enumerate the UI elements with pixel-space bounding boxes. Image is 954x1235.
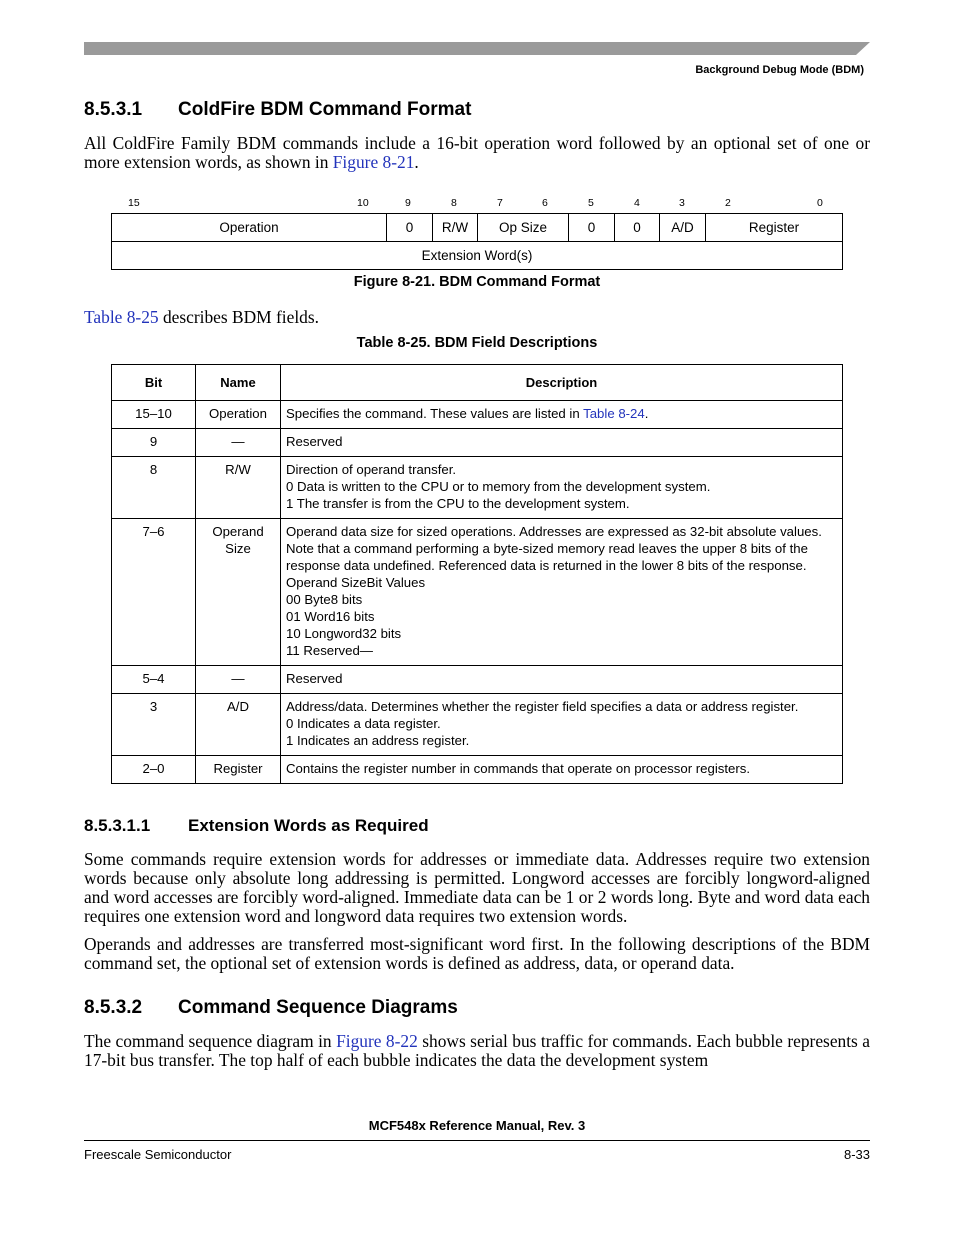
cell-bit: 15–10	[112, 401, 196, 429]
table-row	[112, 429, 843, 457]
description-line: Operand data size for sized operations. Addresses are expressed as 32-bit absolute values. Note that a command performing a byte-sized memory read leaves the upper 8 bits of the response data undefined. Referenced data is returned in the lower 8 bits of the response.	[286, 524, 822, 573]
cell-bit: 5–4	[112, 666, 196, 694]
intro-paragraph	[84, 134, 870, 172]
cell-bit: 7–6	[112, 519, 196, 666]
section-title: Extension Words as Required	[188, 816, 429, 835]
section-title: ColdFire BDM Command Format	[178, 99, 472, 120]
table-row	[112, 519, 843, 666]
cell-bit: 9	[112, 429, 196, 457]
bit-label: 0	[817, 197, 823, 209]
bdm-command-format-diagram	[111, 213, 843, 270]
description-line: 01 Word16 bits	[286, 609, 375, 624]
field-bit4: 0	[615, 214, 660, 242]
cell-name	[196, 519, 281, 666]
table-intro-paragraph	[84, 308, 870, 327]
description-line: 1 The transfer is from the CPU to the development system.	[286, 496, 630, 511]
description-line: 11 Reserved—	[286, 643, 373, 658]
table-row	[112, 756, 843, 784]
section-heading-command-sequence	[84, 997, 458, 1019]
cell-name: R/W	[196, 457, 281, 519]
description-line: Address/data. Determines whether the register field specifies a data or address register.	[286, 699, 799, 714]
section-number: 8.5.3.1	[84, 99, 143, 120]
bit-label: 2	[725, 197, 731, 209]
field-bit9: 0	[387, 214, 433, 242]
footer-page-number: 8-33	[843, 1147, 870, 1162]
command-sequence-text-end: shows serial bus traffic for commands. Each bubble represents a 17-bit bus transfer. The top half of each bubble indicates the data the development system	[84, 1031, 870, 1070]
cell-description: Contains the register number in commands that operate on processor registers.	[281, 756, 843, 784]
description-line: 0 Data is written to the CPU or to memory from the development system.	[286, 479, 711, 494]
bit-label: 6	[542, 197, 548, 209]
cell-description: Reserved	[281, 429, 843, 457]
figure-8-22-link[interactable]: Figure 8-22	[336, 1031, 418, 1051]
command-sequence-text: The command sequence diagram in	[84, 1031, 337, 1051]
section-title: Command Sequence Diagrams	[178, 997, 458, 1018]
cell-name: —	[196, 429, 281, 457]
field-op-size: Op Size	[478, 214, 569, 242]
description-line: Direction of operand transfer.	[286, 462, 457, 477]
running-title: Background Debug Mode (BDM)	[695, 64, 864, 76]
name-line: Size	[225, 541, 251, 556]
extension-words-paragraph: Some commands require extension words for addresses or immediate data. Addresses require two extension words because only absolute long addressing is permitted. Longword accesses are forcibly longword-aligned and word accesses are forcibly word-aligned. Immediate data can be 1 or 2 words long. Byte and word data each requires one extension word and longword data requires two extension words.	[84, 849, 870, 926]
table-8-25-link[interactable]: Table 8-25	[84, 307, 159, 327]
cell-description: Reserved	[281, 666, 843, 694]
cell-name: Register	[196, 756, 281, 784]
operation-word-row	[112, 214, 843, 242]
description-line: 1 Indicates an address register.	[286, 733, 470, 748]
section-heading-extension-words	[84, 816, 429, 836]
description-text: Specifies the command. These values are listed in	[286, 406, 584, 421]
table-row	[112, 694, 843, 756]
table-8-24-link[interactable]: Table 8-24	[583, 406, 645, 421]
section-heading-bdm-command-format	[84, 99, 471, 121]
cell-description	[281, 694, 843, 756]
extension-word-row	[112, 242, 843, 270]
description-line: 0 Indicates a data register.	[286, 716, 441, 731]
cell-description	[281, 457, 843, 519]
field-bit5: 0	[569, 214, 615, 242]
footer-company: Freescale Semiconductor	[84, 1147, 232, 1162]
field-operation: Operation	[112, 214, 387, 242]
intro-period: .	[414, 152, 419, 172]
description-line: 10 Longword32 bits	[286, 626, 402, 641]
column-header-bit: Bit	[112, 365, 196, 401]
description-line: 00 Byte8 bits	[286, 592, 363, 607]
bit-label: 3	[679, 197, 685, 209]
column-header-description: Description	[281, 365, 843, 401]
section-number: 8.5.3.1.1	[84, 816, 151, 835]
table-intro-text: describes BDM fields.	[158, 307, 319, 327]
cell-name: A/D	[196, 694, 281, 756]
bit-label: 5	[588, 197, 594, 209]
table-row	[112, 457, 843, 519]
intro-text: All ColdFire Family BDM commands include a 16-bit operation word followed by an optional set of one or more extension words, as shown in	[84, 133, 870, 172]
field-ad: A/D	[660, 214, 706, 242]
bit-label: 7	[497, 197, 503, 209]
bit-label: 9	[405, 197, 411, 209]
cell-name: —	[196, 666, 281, 694]
table-caption: Table 8-25. BDM Field Descriptions	[356, 335, 598, 351]
command-sequence-paragraph	[84, 1032, 870, 1070]
description-line: Operand SizeBit Values	[286, 575, 426, 590]
footer-manual-title: MCF548x Reference Manual, Rev. 3	[368, 1118, 586, 1133]
cell-bit: 8	[112, 457, 196, 519]
bit-label: 8	[451, 197, 457, 209]
cell-description	[281, 519, 843, 666]
cell-bit: 2–0	[112, 756, 196, 784]
figure-caption: Figure 8-21. BDM Command Format	[353, 274, 601, 290]
field-rw: R/W	[433, 214, 478, 242]
cell-bit: 3	[112, 694, 196, 756]
header-bar	[84, 42, 870, 55]
cell-description	[281, 401, 843, 429]
field-extension-words: Extension Word(s)	[112, 242, 843, 270]
section-number: 8.5.3.2	[84, 997, 143, 1018]
table-row	[112, 666, 843, 694]
column-header-name: Name	[196, 365, 281, 401]
operand-order-paragraph: Operands and addresses are transferred most-significant word first. In the following descriptions of the BDM command set, the optional set of extension words is defined as address, data, or operand data.	[84, 934, 870, 973]
table-row	[112, 401, 843, 429]
name-line: Operand	[212, 524, 264, 539]
figure-8-21-link[interactable]: Figure 8-21	[332, 152, 415, 172]
description-period: .	[644, 406, 649, 421]
table-header-row	[112, 365, 843, 401]
footer-divider	[84, 1140, 870, 1141]
bdm-field-descriptions-table	[111, 364, 843, 784]
cell-name: Operation	[196, 401, 281, 429]
bit-label: 15	[128, 197, 140, 209]
field-register: Register	[706, 214, 843, 242]
bit-label: 4	[634, 197, 640, 209]
bit-label: 10	[357, 197, 369, 209]
